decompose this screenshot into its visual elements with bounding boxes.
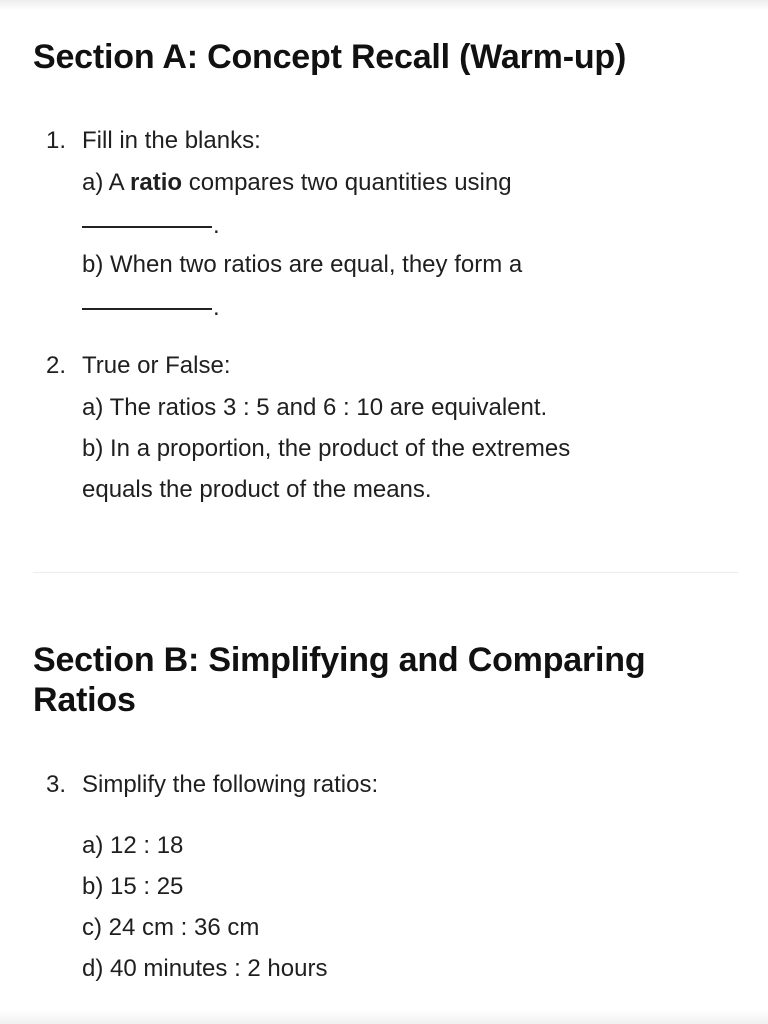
question-1a-prefix: a) A [82, 169, 131, 196]
top-edge-shadow [0, 0, 768, 10]
question-2b-line2: equals the product of the means. [82, 476, 432, 503]
question-3-text: Simplify the following ratios: [82, 771, 379, 798]
question-1a-keyword: ratio [130, 169, 183, 196]
question-1b-end: . [213, 294, 220, 321]
bottom-edge-shadow [0, 1010, 768, 1024]
section-a-questions [33, 120, 738, 520]
question-3c-text: c) 24 cm : 36 cm [82, 914, 260, 941]
question-2-number: 2. [46, 352, 67, 379]
question-3c [82, 907, 702, 948]
question-1a-end: . [213, 212, 220, 239]
question-1a [82, 162, 702, 203]
section-b-title [33, 640, 738, 720]
question-2a-text: a) The ratios 3 : 5 and 6 : 10 are equivalent. [82, 394, 548, 421]
answer-blank-1a[interactable] [82, 226, 212, 228]
question-3b [82, 866, 702, 907]
question-1b [82, 244, 702, 285]
section-a-title: Section A: Concept Recall (Warm-up) [33, 38, 627, 76]
question-1-number: 1. [46, 127, 67, 154]
question-2b [82, 428, 702, 469]
section-a [33, 37, 738, 77]
question-3a [82, 825, 702, 866]
question-3b-text: b) 15 : 25 [82, 873, 184, 900]
question-2b-cont [82, 469, 702, 510]
question-2-text: True or False: [82, 352, 231, 379]
question-1a-answer [82, 205, 702, 246]
section-divider [33, 572, 738, 573]
question-1b-text: b) When two ratios are equal, they form a [82, 251, 523, 278]
question-1a-suffix: compares two quantities using [182, 169, 512, 196]
question-2a [82, 387, 702, 428]
question-3-number: 3. [46, 771, 67, 798]
section-b [33, 640, 738, 720]
question-3d [82, 948, 702, 989]
answer-blank-1b[interactable] [82, 308, 212, 310]
section-b-questions [33, 764, 738, 994]
question-2b-line1: b) In a proportion, the product of the extremes [82, 435, 571, 462]
section-b-title-line1: Section B: Simplifying and Comparing [33, 641, 646, 679]
question-3a-text: a) 12 : 18 [82, 832, 184, 859]
question-1b-answer [82, 287, 702, 328]
question-3d-text: d) 40 minutes : 2 hours [82, 955, 328, 982]
question-1-text: Fill in the blanks: [82, 127, 261, 154]
section-b-title-line2: Ratios [33, 681, 136, 719]
